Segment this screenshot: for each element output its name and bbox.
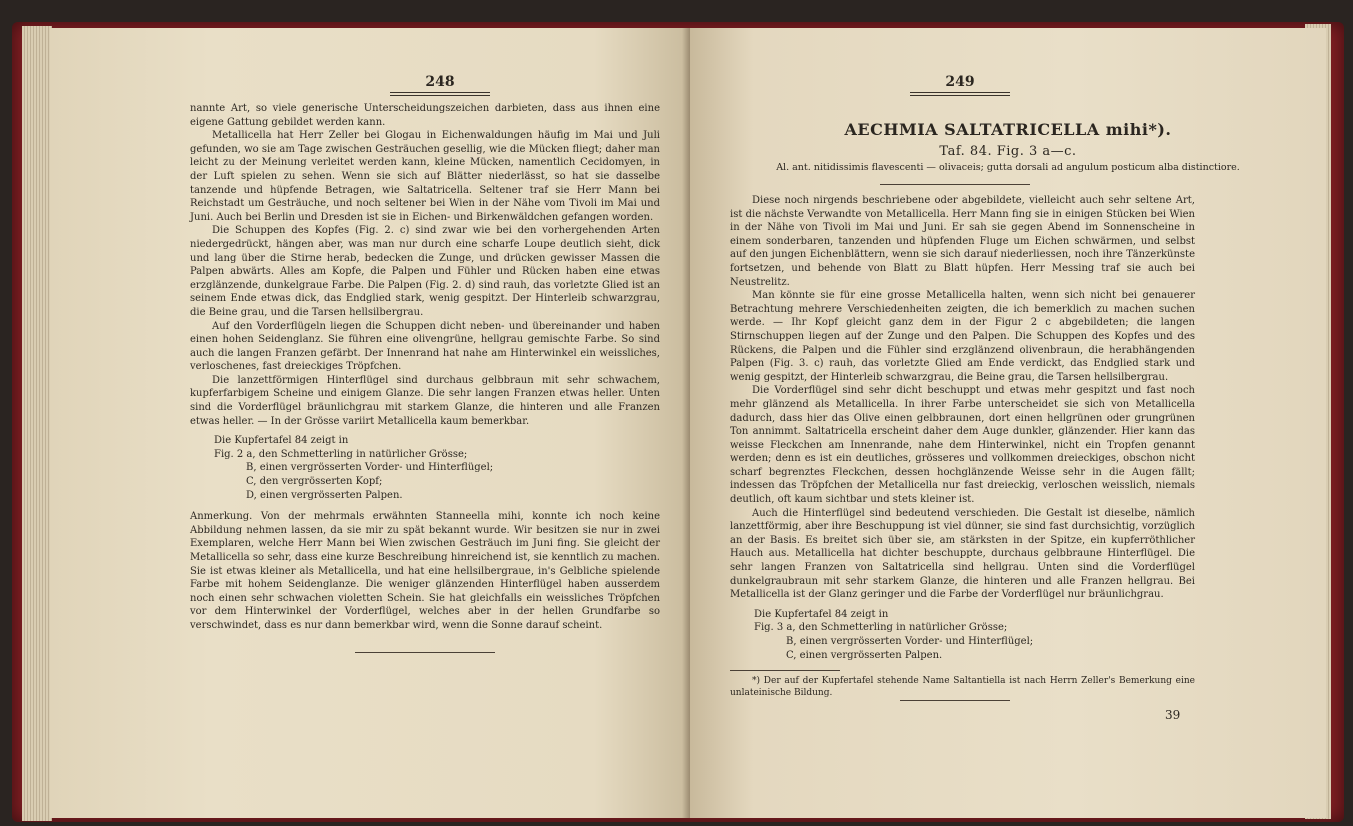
figure-item: D, einen vergrösserten Palpen. xyxy=(246,489,403,501)
figure-list xyxy=(214,434,660,502)
paragraph: Auch die Hinterflügel sind bedeutend verschieden. Die Gestalt ist dieselbe, nämlich lanzettförmig, aber ihre Beschuppung ist viel dünner, sie sind fast durchsichtig, vorzüglich an der Basis. Es breitet sich über sie, am stärksten in der Spitze, ein kupferröthlicher Hauch aus. Metallicella hat dichter beschuppte, durchaus gelbbraune Hinterflügel. Die sehr langen Franzen von Saltatricella sind hellgrau. Unten sind die Vorderflügel dunkelgraubraun mit sehr starkem Glanze, die hinteren und alle Franzen hellgrau. Bei Metallicella ist der Glanz geringer und die Farbe der Vorderflügel nur bräunlichgrau. xyxy=(730,507,1195,601)
right-body xyxy=(730,194,1195,699)
figure-item: Fig. 2 a, den Schmetterling in natürlicher Grösse; xyxy=(214,448,468,460)
page-edges-left xyxy=(22,26,52,821)
species-title: AECHMIA SALTATRICELLA mihi*). xyxy=(844,120,1172,139)
figure-item: B, einen vergrösserten Vorder- und Hinterflügel; xyxy=(246,462,494,474)
end-rule xyxy=(355,652,495,653)
page-number-rule xyxy=(390,92,490,93)
page-number-rule xyxy=(910,95,1010,96)
right-page xyxy=(690,28,1326,818)
title-rule xyxy=(880,184,1030,185)
plate-reference: Taf. 84. Fig. 3 a—c. xyxy=(939,144,1077,159)
figure-item: C, einen vergrösserten Palpen. xyxy=(786,649,943,661)
paragraph: nannte Art, so viele generische Unterscheidungszeichen darbieten, dass aus ihnen eine eigene Gattung gebildet werden kann. xyxy=(190,103,660,128)
figure-item: B, einen vergrösserten Vorder- und Hinterflügel; xyxy=(786,636,1034,647)
page-number-rule xyxy=(910,92,1010,93)
end-rule xyxy=(900,700,1010,701)
figure-list xyxy=(754,608,1195,662)
paragraph: Die lanzettförmigen Hinterflügel sind durchaus gelbbraun mit sehr schwachem, kupferfarbigem Scheine und einigem Glanze. Die sehr langen Franzen etwas heller. Unten sind die Vorderflügel bräunlichgrau mit starkem Glanze, die hinteren und alle Franzen etwas heller. — In der Grösse variirt Metallicella kaum bemerkbar. xyxy=(190,374,660,427)
left-body xyxy=(190,102,660,633)
footnote: *) Der auf der Kupfertafel stehende Name Saltantiella ist nach Herrn Zeller's Bemerkung eine unlateinische Bildung. xyxy=(730,676,1195,699)
paragraph: Auf den Vorderflügeln liegen die Schuppen dicht neben- und übereinander und haben einen hohen Seidenglanz. Sie führen eine olivengrüne, hellgrau gemischte Farbe. So sind auch die langen Franzen gefärbt. Der Innenrand hat nahe am Hinterwinkel ein weissliches, verloschenes, fast dreieckiges Tröpfchen. xyxy=(190,320,660,373)
paragraph: Metallicella hat Herr Zeller bei Glogau in Eichenwaldungen häufig im Mai und Juli gefunden, wo sie am Tage zwischen Gesträuchen gesellig, wie die Mücken fliegt; daher man leicht zu der Meinung verleitet werden kann, kleine Mücken, namentlich Cecidomyen, in der Luft spielen zu sehen. Wenn sie sich auf Blätter niederlässt, so hat sie dasselbe tanzende und hüpfende Betragen, wie Saltatricella. Seltener traf sie Herr Mann bei Reichstadt um Gesträuche, und noch seltener bei Wien in der Nähe vom Tivoli im Mai und Juni. Auch bei Berlin und Dresden ist sie in Eichen- und Birkenwäldchen gefangen worden. xyxy=(190,130,660,223)
page-number: 248 xyxy=(425,74,455,90)
paragraph: Diese noch nirgends beschriebene oder abgebildete, vielleicht auch sehr seltene Art, ist die nächste Verwandte von Metallicella. Herr Mann fing sie in einigen Stücken bei Wien in der Nähe von Tivoli im Mai und Juni. Er sah sie gegen Abend im Sonnenscheine in einem sonderbaren, tanzenden und hüpfenden Fluge um Eichen schwärmen, und selbst auf den jungen Eichenblättern, wenn sie sich darauf niederliessen, noch ihre Tänzerkünste fortsetzen, und behende von Blatt zu Blatt hüpfen. Herr Messing traf sie auch bei Neustrelitz. xyxy=(730,195,1195,288)
footnote-rule xyxy=(730,670,840,671)
figure-intro: Die Kupfertafel 84 zeigt in xyxy=(214,435,349,447)
paragraph: Die Schuppen des Kopfes (Fig. 2. c) sind zwar wie bei den vorhergehenden Arten niedergedrückt, hängen aber, was man nur durch eine scharfe Loupe deutlich sieht, dick und lang über die Stirne herab, bedecken die Zunge, und drücken gewisser Massen die Palpen abwärts. Alles am Kopfe, die Palpen und Fühler und Rücken haben eine etwas erzglänzende, dunkelgraue Farbe. Die Palpen (Fig. 2. d) sind rauh, das vorletzte Glied ist an seinem Ende etwas dick, das Endglied stark, wenig gespitzt. Der Hinterleib schwarzgrau, die Beine grau, und die Tarsen hellsilbergrau. xyxy=(190,225,660,318)
page-number: 249 xyxy=(945,74,975,90)
page-number-rule xyxy=(390,95,490,96)
note: Anmerkung. Von der mehrmals erwähnten Stanneella mihi, konnte ich noch keine Abbildung nehmen lassen, da sie mir zu spät bekannt wurde. Wir besitzen sie nur in zwei Exemplaren, welche Herr Mann bei Wien zwischen Gesträuch im Juni fing. Sie gleicht der Metallicella so sehr, dass eine kurze Beschreibung hinreichend ist, sie kenntlich zu machen. Sie ist etwas kleiner als Metallicella, und hat eine hellsilbergraue, in's Gelbliche spielende Farbe mit hohem Seidenglanze. Die weniger glänzenden Hinterflügel haben ausserdem noch einen sehr schwachen violetten Schein. Sie hat gleichfalls ein weissliches Tröpfchen vor dem Hinterwinkel der Vorderflügel, welches aber in der hellen Grundfarbe so verschwindet, dass es nur dann bemerkbar wird, wenn die Sonne darauf scheint. xyxy=(190,511,660,631)
figure-item: C, den vergrösserten Kopf; xyxy=(246,476,383,488)
figure-item: Fig. 3 a, den Schmetterling in natürlicher Grösse; xyxy=(754,622,1008,634)
figure-intro: Die Kupfertafel 84 zeigt in xyxy=(754,608,889,620)
paragraph: Die Vorderflügel sind sehr dicht beschuppt und etwas mehr gespitzt und fast noch mehr glänzend als Metallicella. In ihrer Farbe unterscheidet sie sich von Metallicella dadurch, dass hier das Olive einen gelbbraunen, dort einen hellgrünen oder grungrünen Ton annimmt. Saltatricella erscheint daher dem Auge dunkler, glänzender. Hier kann das weisse Fleckchen am Innenrande, nahe dem Hinterwinkel, nicht ein Tropfen genannt werden; denn es ist ein deutliches, grösseres und vollkommen dreieckiges, obschon nicht scharf begrenztes Fleckchen, dessen hochglänzende Weisse sehr in die Augen fällt; indessen das Tröpfchen der Metallicella nur fast dreieckig, verloschen weisslich, niemals deutlich, oft kaum sichtbar und stets kleiner ist. xyxy=(730,385,1195,506)
paragraph: Man könnte sie für eine grosse Metallicella halten, wenn sich nicht bei genauerer Betrachtung mehrere Verschiedenheiten zeigten, die ich bemerklich zu machen suchen werde. — Ihr Kopf gleicht ganz dem in der Figur 2 c abgebildeten; die langen Stirnschuppen liegen auf der Zunge und den Palpen. Die Schuppen des Kopfes und des Rückens, die Palpen und die Fühler sind erzglänzend olivenbraun, die herabhängenden Palpen (Fig. 3. c) rauh, das vorletzte Glied am Ende verdickt, das Endglied stark und wenig gespitzt, der Hinterleib schwarzgrau, die Beine grau, die Tarsen hellsilbergrau. xyxy=(730,290,1195,383)
signature-mark: 39 xyxy=(1165,708,1181,722)
left-page xyxy=(50,28,690,818)
latin-diagnosis: Al. ant. nitidissimis flavescenti — olivaceis; gutta dorsali ad angulum posticum alba distinctiore. xyxy=(776,162,1240,173)
